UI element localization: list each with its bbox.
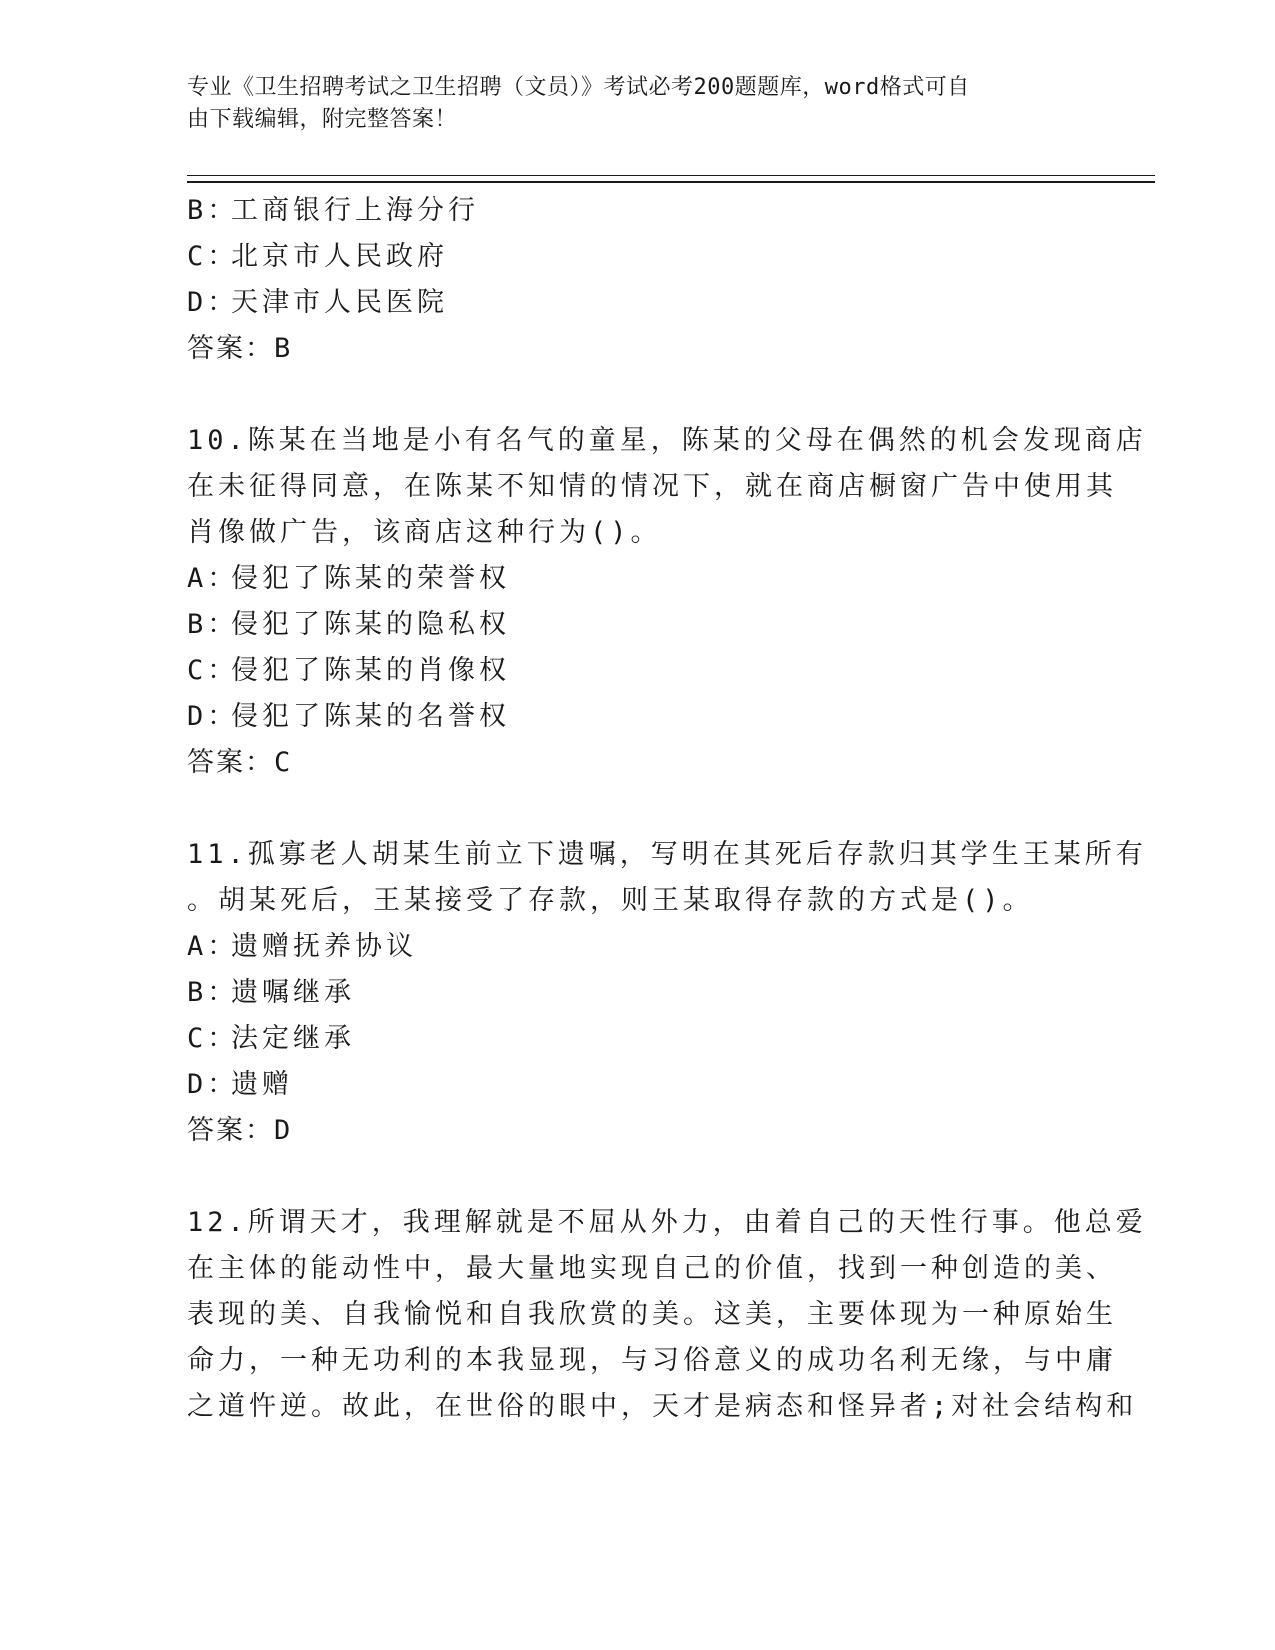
answer: 答案：B xyxy=(187,333,293,364)
header-rule-thick xyxy=(187,181,1155,183)
question-12 xyxy=(187,1200,1147,1430)
document-body xyxy=(187,188,1147,1430)
option-c xyxy=(187,648,1077,694)
option-letter: C： xyxy=(187,1023,239,1054)
option-c xyxy=(187,234,1077,280)
option-text: 侵犯了陈某的隐私权 xyxy=(231,609,510,640)
answer: 答案：D xyxy=(187,1115,293,1146)
option-text: 侵犯了陈某的肖像权 xyxy=(231,655,510,686)
option-text: 遗赠 xyxy=(231,1069,293,1100)
answer: 答案：C xyxy=(187,747,293,778)
option-text: 遗赠抚养协议 xyxy=(231,931,417,962)
document-header xyxy=(187,72,1067,136)
option-letter: B： xyxy=(187,195,239,226)
option-letter: D： xyxy=(187,1069,239,1100)
question-text-line: 在未征得同意，在陈某不知情的情况下，就在商店橱窗广告中使用其 xyxy=(187,471,1117,502)
option-b xyxy=(187,970,1077,1016)
option-text: 遗嘱继承 xyxy=(231,977,355,1008)
option-letter: C： xyxy=(187,241,239,272)
question-10 xyxy=(187,418,1147,786)
question-text-line: 表现的美、自我愉悦和自我欣赏的美。这美，主要体现为一种原始生 xyxy=(187,1299,1117,1330)
option-c xyxy=(187,1016,1077,1062)
header-line-2: 由下载编辑，附完整答案！ xyxy=(187,107,458,132)
option-a xyxy=(187,556,1077,602)
question-text-line: 命力，一种无功利的本我显现，与习俗意义的成功名利无缘，与中庸 xyxy=(187,1345,1117,1376)
option-letter: D： xyxy=(187,701,239,732)
option-b xyxy=(187,188,1077,234)
question-text-line: 11.孤寡老人胡某生前立下遗嘱，写明在其死后存款归其学生王某所有 xyxy=(187,839,1147,870)
option-b xyxy=(187,602,1077,648)
question-11 xyxy=(187,832,1147,1154)
question-text-line: 12.所谓天才，我理解就是不屈从外力，由着自己的天性行事。他总爱 xyxy=(187,1207,1147,1238)
spacer xyxy=(187,372,1077,418)
option-letter: D： xyxy=(187,287,239,318)
question-9 xyxy=(187,188,1077,372)
spacer xyxy=(187,786,1077,832)
option-letter: B： xyxy=(187,609,239,640)
option-text: 工商银行上海分行 xyxy=(231,195,479,226)
header-line-1: 专业《卫生招聘考试之卫生招聘（文员）》考试必考200题题库，word格式可自 xyxy=(187,75,970,100)
option-text: 北京市人民政府 xyxy=(231,241,448,272)
question-text-line: 肖像做广告，该商店这种行为()。 xyxy=(187,517,662,548)
option-text: 侵犯了陈某的荣誉权 xyxy=(231,563,510,594)
option-letter: B： xyxy=(187,977,239,1008)
option-text: 天津市人民医院 xyxy=(231,287,448,318)
question-text-line: 在主体的能动性中，最大量地实现自己的价值，找到一种创造的美、 xyxy=(187,1253,1117,1284)
option-text: 侵犯了陈某的名誉权 xyxy=(231,701,510,732)
spacer xyxy=(187,1154,1077,1200)
question-text-line: 10.陈某在当地是小有名气的童星，陈某的父母在偶然的机会发现商店 xyxy=(187,425,1147,456)
option-d xyxy=(187,1062,1077,1108)
option-d xyxy=(187,280,1077,326)
option-letter: C： xyxy=(187,655,239,686)
option-text: 法定继承 xyxy=(231,1023,355,1054)
question-text-line: 。胡某死后，王某接受了存款，则王某取得存款的方式是()。 xyxy=(187,885,1034,916)
question-text-line: 之道忤逆。故此，在世俗的眼中，天才是病态和怪异者;对社会结构和 xyxy=(187,1391,1138,1422)
option-letter: A： xyxy=(187,931,239,962)
option-letter: A： xyxy=(187,563,239,594)
option-d xyxy=(187,694,1077,740)
header-rule-thin xyxy=(187,175,1155,176)
option-a xyxy=(187,924,1077,970)
